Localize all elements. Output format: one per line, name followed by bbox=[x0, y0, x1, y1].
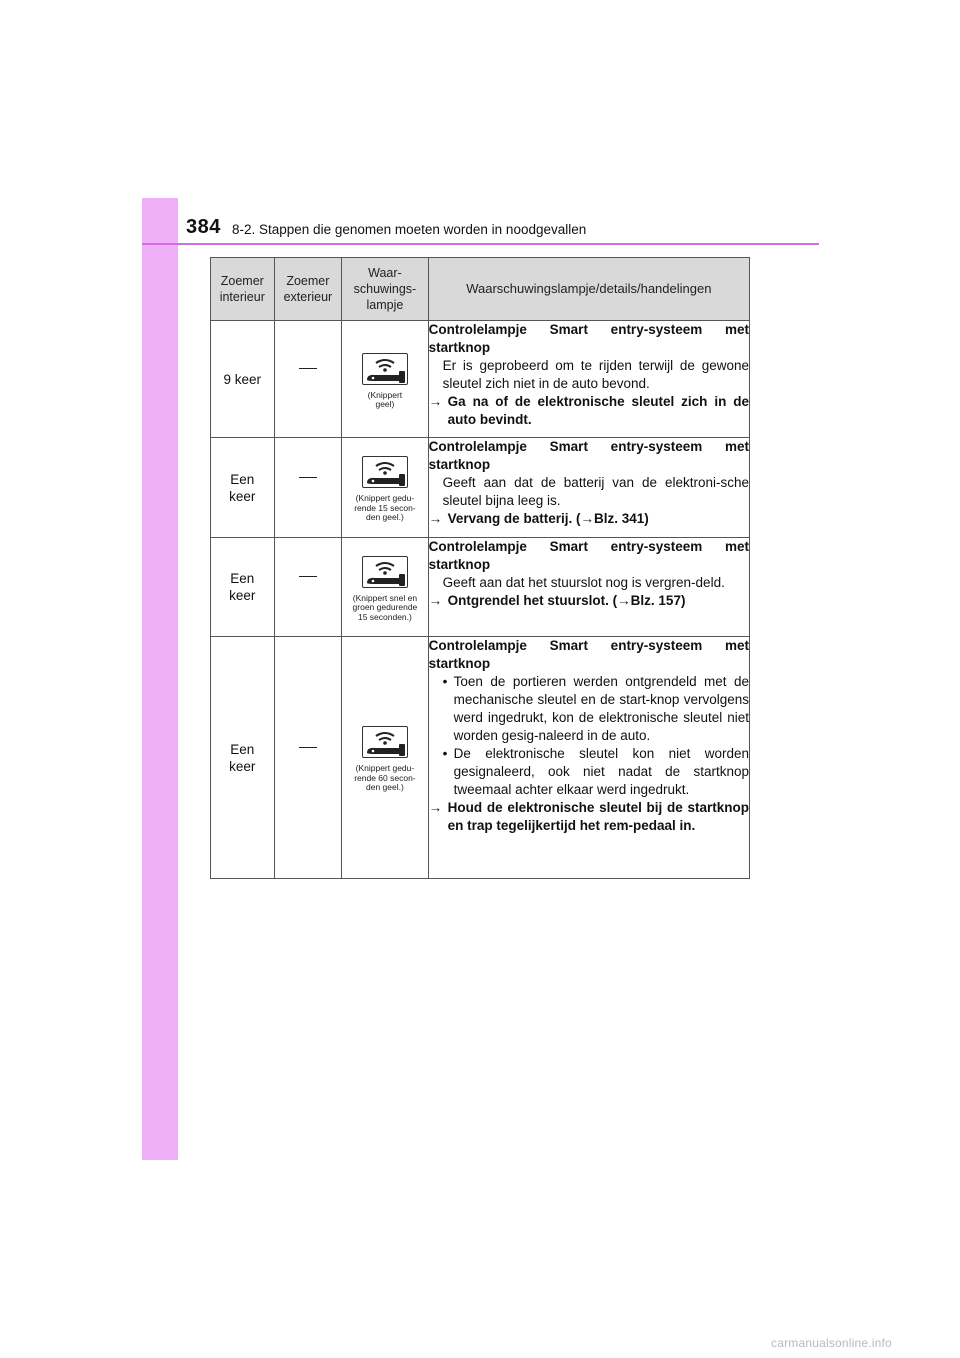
header-buzzer-exterior: Zoemer exterieur bbox=[274, 258, 342, 321]
table-header-row bbox=[211, 258, 750, 321]
side-color-band bbox=[142, 198, 178, 1160]
interior-count: Een keer bbox=[211, 538, 275, 637]
detail-text: Er is geprobeerd om te rijden terwijl de gewone sleutel zich niet in de auto bevond. bbox=[442, 358, 749, 391]
dash-mark bbox=[299, 576, 317, 577]
lamp-cell bbox=[342, 438, 428, 538]
table-row bbox=[211, 538, 750, 637]
detail-cell bbox=[428, 538, 749, 637]
exterior-count bbox=[274, 438, 342, 538]
lamp-note: (Knippert gedu- rende 60 secon- den geel.) bbox=[354, 763, 416, 793]
warning-table bbox=[210, 257, 750, 879]
bullet-icon: • bbox=[442, 746, 448, 761]
detail-action: → Ontgrendel het stuurslot. (→Blz. 157) bbox=[428, 593, 686, 608]
lamp-cell bbox=[342, 538, 428, 637]
page-number: 384 bbox=[186, 216, 221, 238]
lamp-cell bbox=[342, 637, 428, 879]
smart-key-lamp-icon bbox=[362, 556, 408, 588]
detail-text: Geeft aan dat de batterij van de elektroni-sche sleutel bijna leeg is. bbox=[442, 475, 749, 508]
arrow-icon: → bbox=[428, 394, 443, 409]
arrow-icon: → bbox=[428, 593, 443, 608]
arrow-icon: → bbox=[428, 511, 443, 526]
header-warning-lamp: Waar- schuwings- lampje bbox=[342, 258, 428, 321]
ref-arrow-icon: → bbox=[617, 593, 631, 608]
smart-key-lamp-icon bbox=[362, 726, 408, 758]
detail-title: Controlelampje Smart entry-systeem met startknop bbox=[428, 322, 749, 355]
bullet-icon: • bbox=[442, 674, 448, 689]
dash-mark bbox=[299, 477, 317, 478]
list-item: • De elektronische sleutel kon niet worden gesignaleerd, ook niet nadat de startknop tweemaal achter elkaar werd ingedrukt. bbox=[442, 746, 749, 797]
lamp-note: (Knippert geel) bbox=[367, 389, 403, 409]
dash-mark bbox=[299, 368, 317, 369]
detail-cell bbox=[428, 321, 749, 438]
lamp-cell bbox=[342, 321, 428, 438]
detail-title: Controlelampje Smart entry-systeem met startknop bbox=[428, 539, 749, 572]
arrow-icon: → bbox=[428, 800, 443, 815]
table-row bbox=[211, 321, 750, 438]
interior-count: Een keer bbox=[211, 637, 275, 879]
detail-cell bbox=[428, 438, 749, 538]
lamp-note: (Knippert snel en groen gedurende 15 seconden.) bbox=[352, 592, 418, 622]
section-title: 8-2. Stappen die genomen moeten worden in noodgevallen bbox=[232, 222, 587, 237]
ref-arrow-icon: → bbox=[580, 511, 594, 526]
table-row bbox=[211, 637, 750, 879]
detail-action: → Ga na of de elektronische sleutel zich in de auto bevindt. bbox=[428, 394, 749, 427]
interior-count: Een keer bbox=[211, 438, 275, 538]
watermark: carmanualsonline.info bbox=[771, 1336, 892, 1350]
detail-text: Geeft aan dat het stuurslot nog is vergren-deld. bbox=[442, 575, 725, 590]
dash-mark bbox=[299, 747, 317, 748]
interior-count: 9 keer bbox=[211, 321, 275, 438]
lamp-note: (Knippert gedu- rende 15 secon- den geel.) bbox=[354, 493, 416, 523]
detail-action: → Houd de elektronische sleutel bij de startknop en trap tegelijkertijd het rem-pedaal in. bbox=[428, 800, 749, 833]
list-item: • Toen de portieren werden ontgrendeld met de mechanische sleutel en de start-knop vervolgens werd ingedrukt, kon de elektronische sleutel niet worden gesig-naleerd in de auto. bbox=[442, 674, 749, 743]
table-row bbox=[211, 438, 750, 538]
detail-title: Controlelampje Smart entry-systeem met startknop bbox=[428, 439, 749, 472]
exterior-count bbox=[274, 538, 342, 637]
header-details: Waarschuwingslampje/details/handelingen bbox=[428, 258, 749, 321]
exterior-count bbox=[274, 637, 342, 879]
smart-key-lamp-icon bbox=[362, 353, 408, 385]
smart-key-lamp-icon bbox=[362, 456, 408, 488]
header-rule bbox=[142, 243, 819, 245]
detail-cell bbox=[428, 637, 749, 879]
exterior-count bbox=[274, 321, 342, 438]
header-buzzer-interior: Zoemer interieur bbox=[211, 258, 275, 321]
detail-action: → Vervang de batterij. (→Blz. 341) bbox=[428, 511, 649, 526]
detail-title: Controlelampje Smart entry-systeem met startknop bbox=[428, 638, 749, 671]
